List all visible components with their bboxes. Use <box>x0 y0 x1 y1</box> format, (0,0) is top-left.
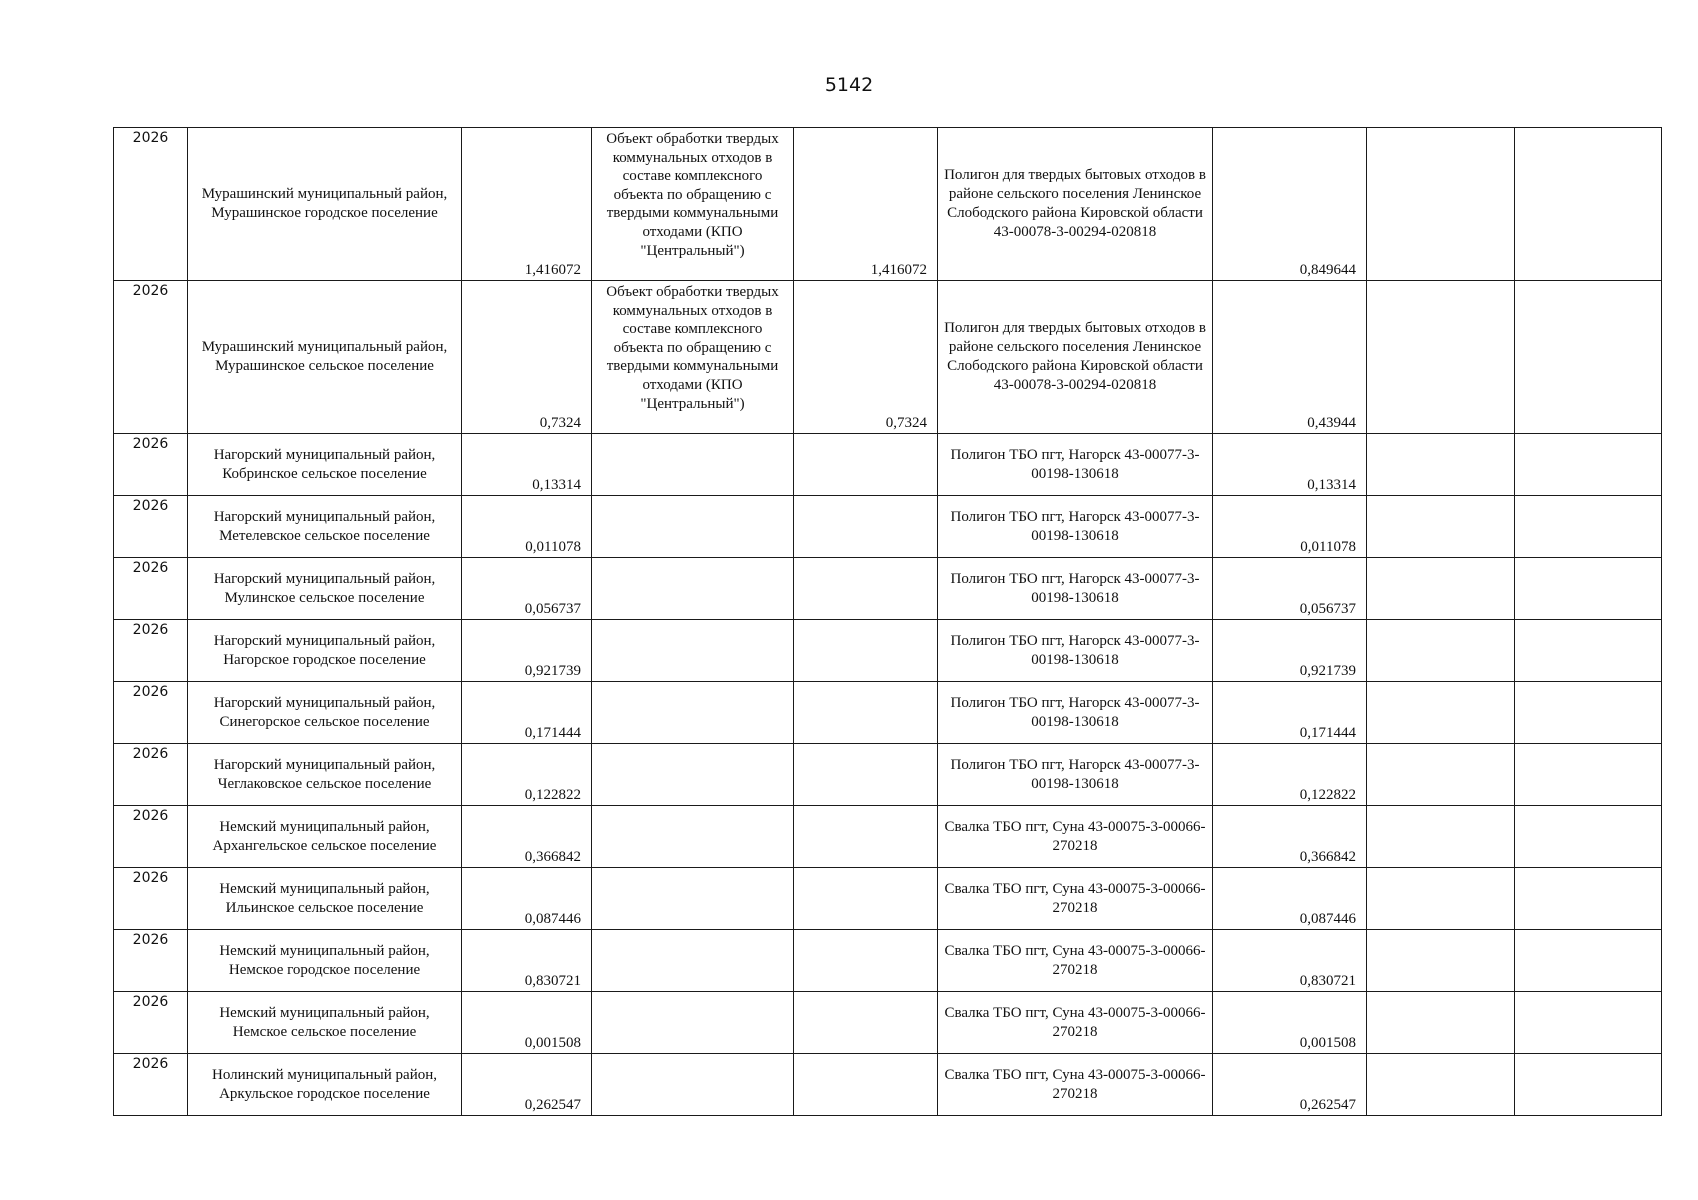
table-row <box>114 868 1662 930</box>
table-row <box>114 930 1662 992</box>
volume-processed-cell <box>794 992 938 1054</box>
municipality-cell <box>188 868 462 930</box>
volume-disposed-cell <box>1213 744 1367 806</box>
volume-formed: 0,830721 <box>524 973 581 989</box>
empty-cell <box>1515 930 1662 992</box>
volume-disposed-cell <box>1213 496 1367 558</box>
volume-processed-cell <box>794 868 938 930</box>
year-cell <box>114 281 188 434</box>
empty-cell <box>1515 620 1662 682</box>
volume-disposed-cell <box>1213 620 1367 682</box>
disposal-facility-cell <box>938 558 1213 620</box>
table-body <box>114 128 1662 1116</box>
volume-formed-cell <box>462 620 592 682</box>
empty-cell <box>1515 281 1662 434</box>
municipality: Нагорский муниципальный район, Синегорское сельское поселение <box>213 695 436 730</box>
disposal-facility-cell <box>938 744 1213 806</box>
processing-facility-cell <box>592 620 794 682</box>
municipality: Немский муниципальный район, Немское городское поселение <box>219 943 430 978</box>
volume-formed: 0,921739 <box>524 663 581 679</box>
municipality: Нагорский муниципальный район, Чеглаковское сельское поселение <box>213 757 436 792</box>
empty-cell <box>1367 496 1515 558</box>
year: 2026 <box>132 1056 169 1072</box>
disposal-facility: Свалка ТБО пгт, Суна 43-00075-3-00066-270218 <box>944 881 1206 916</box>
disposal-facility-cell <box>938 930 1213 992</box>
empty-cell <box>1367 806 1515 868</box>
year: 2026 <box>132 808 169 824</box>
volume-disposed-cell <box>1213 806 1367 868</box>
table-row <box>114 128 1662 281</box>
municipality-cell <box>188 496 462 558</box>
volume-processed-cell <box>794 558 938 620</box>
volume-formed: 1,416072 <box>524 262 581 278</box>
empty-cell <box>1367 281 1515 434</box>
volume-disposed: 0,262547 <box>1299 1097 1356 1113</box>
disposal-facility: Свалка ТБО пгт, Суна 43-00075-3-00066-270218 <box>944 819 1206 854</box>
empty-cell <box>1367 1054 1515 1116</box>
volume-formed-cell <box>462 930 592 992</box>
disposal-facility: Полигон ТБО пгт, Нагорск 43-00077-3-00198-130618 <box>950 633 1200 668</box>
table-row <box>114 992 1662 1054</box>
volume-processed-cell <box>794 281 938 434</box>
year-cell <box>114 930 188 992</box>
year: 2026 <box>132 932 169 948</box>
municipality: Немский муниципальный район, Немское сельское поселение <box>219 1005 430 1040</box>
municipality: Нагорский муниципальный район, Мулинское сельское поселение <box>213 571 436 606</box>
volume-formed: 0,13314 <box>532 477 581 493</box>
disposal-facility: Полигон ТБО пгт, Нагорск 43-00077-3-00198-130618 <box>950 509 1200 544</box>
volume-disposed: 0,13314 <box>1307 477 1356 493</box>
table-row <box>114 434 1662 496</box>
volume-disposed-cell <box>1213 434 1367 496</box>
empty-cell <box>1367 992 1515 1054</box>
municipality: Нагорский муниципальный район, Нагорское городское поселение <box>213 633 436 668</box>
table-row <box>114 744 1662 806</box>
empty-cell <box>1515 1054 1662 1116</box>
volume-disposed-cell <box>1213 868 1367 930</box>
volume-disposed-cell <box>1213 558 1367 620</box>
year: 2026 <box>132 870 169 886</box>
processing-facility-cell <box>592 868 794 930</box>
year: 2026 <box>132 498 169 514</box>
page-number: 5142 <box>824 74 874 96</box>
disposal-facility-cell <box>938 620 1213 682</box>
municipality: Мурашинский муниципальный район, Мурашинское сельское поселение <box>201 339 448 374</box>
table-row <box>114 620 1662 682</box>
empty-cell <box>1367 682 1515 744</box>
processing-facility-cell <box>592 434 794 496</box>
year-cell <box>114 868 188 930</box>
volume-processed-cell <box>794 930 938 992</box>
volume-formed-cell <box>462 868 592 930</box>
volume-formed-cell <box>462 434 592 496</box>
empty-cell <box>1515 496 1662 558</box>
year: 2026 <box>132 283 169 299</box>
volume-formed-cell <box>462 1054 592 1116</box>
year-cell <box>114 992 188 1054</box>
municipality: Мурашинский муниципальный район, Мурашинское городское поселение <box>201 186 448 221</box>
table-row <box>114 496 1662 558</box>
empty-cell <box>1515 682 1662 744</box>
processing-facility-cell <box>592 992 794 1054</box>
empty-cell <box>1367 558 1515 620</box>
year-cell <box>114 806 188 868</box>
volume-processed-cell <box>794 620 938 682</box>
volume-formed: 0,171444 <box>524 725 581 741</box>
disposal-facility-cell <box>938 434 1213 496</box>
volume-formed: 0,001508 <box>524 1035 581 1051</box>
year-cell <box>114 434 188 496</box>
volume-disposed-cell <box>1213 992 1367 1054</box>
volume-disposed: 0,43944 <box>1307 415 1356 431</box>
volume-processed: 1,416072 <box>870 262 927 278</box>
processing-facility-cell <box>592 930 794 992</box>
municipality-cell <box>188 806 462 868</box>
volume-disposed: 0,366842 <box>1299 849 1356 865</box>
municipality-cell <box>188 281 462 434</box>
empty-cell <box>1515 992 1662 1054</box>
volume-processed-cell <box>794 744 938 806</box>
volume-formed-cell <box>462 682 592 744</box>
year-cell <box>114 744 188 806</box>
empty-cell <box>1367 930 1515 992</box>
volume-formed: 0,056737 <box>524 601 581 617</box>
volume-formed-cell <box>462 281 592 434</box>
volume-disposed: 0,849644 <box>1299 262 1356 278</box>
disposal-facility-cell <box>938 682 1213 744</box>
volume-formed: 0,011078 <box>525 539 581 555</box>
disposal-facility: Свалка ТБО пгт, Суна 43-00075-3-00066-270218 <box>944 943 1206 978</box>
year-cell <box>114 496 188 558</box>
volume-formed-cell <box>462 744 592 806</box>
volume-formed-cell <box>462 496 592 558</box>
disposal-facility: Полигон ТБО пгт, Нагорск 43-00077-3-00198-130618 <box>950 447 1200 482</box>
volume-disposed-cell <box>1213 930 1367 992</box>
volume-disposed: 0,001508 <box>1299 1035 1356 1051</box>
disposal-facility-cell <box>938 496 1213 558</box>
volume-formed-cell <box>462 806 592 868</box>
municipality: Немский муниципальный район, Ильинское сельское поселение <box>219 881 430 916</box>
disposal-facility-cell <box>938 992 1213 1054</box>
processing-facility-cell <box>592 128 794 281</box>
year-cell <box>114 620 188 682</box>
volume-disposed: 0,011078 <box>1300 539 1356 555</box>
volume-formed: 0,122822 <box>524 787 581 803</box>
volume-disposed-cell <box>1213 128 1367 281</box>
volume-disposed: 0,056737 <box>1299 601 1356 617</box>
year: 2026 <box>132 622 169 638</box>
municipality-cell <box>188 620 462 682</box>
volume-processed-cell <box>794 682 938 744</box>
table-row <box>114 1054 1662 1116</box>
empty-cell <box>1367 434 1515 496</box>
empty-cell <box>1515 558 1662 620</box>
municipality-cell <box>188 1054 462 1116</box>
year: 2026 <box>132 746 169 762</box>
table-row <box>114 682 1662 744</box>
table-row <box>114 281 1662 434</box>
processing-facility: Объект обработки твердых коммунальных отходов в составе комплексного объекта по обращению с твердыми коммунальными отходами (КПО "Центральный") <box>606 131 779 259</box>
volume-processed-cell <box>794 1054 938 1116</box>
disposal-facility: Полигон ТБО пгт, Нагорск 43-00077-3-00198-130618 <box>950 757 1200 792</box>
volume-disposed: 0,171444 <box>1299 725 1356 741</box>
processing-facility-cell <box>592 682 794 744</box>
volume-disposed: 0,122822 <box>1299 787 1356 803</box>
empty-cell <box>1515 806 1662 868</box>
disposal-facility: Полигон ТБО пгт, Нагорск 43-00077-3-00198-130618 <box>950 571 1200 606</box>
municipality-cell <box>188 682 462 744</box>
processing-facility-cell <box>592 744 794 806</box>
empty-cell <box>1367 128 1515 281</box>
year: 2026 <box>132 130 169 146</box>
volume-formed: 0,7324 <box>539 415 581 431</box>
volume-processed-cell <box>794 434 938 496</box>
volume-disposed: 0,830721 <box>1299 973 1356 989</box>
processing-facility: Объект обработки твердых коммунальных отходов в составе комплексного объекта по обращению с твердыми коммунальными отходами (КПО "Центральный") <box>606 284 779 412</box>
disposal-facility-cell <box>938 281 1213 434</box>
volume-formed-cell <box>462 558 592 620</box>
year-cell <box>114 558 188 620</box>
year-cell <box>114 1054 188 1116</box>
empty-cell <box>1367 744 1515 806</box>
volume-processed-cell <box>794 128 938 281</box>
municipality: Немский муниципальный район, Архангельское сельское поселение <box>212 819 437 854</box>
year-cell <box>114 128 188 281</box>
disposal-facility-cell <box>938 1054 1213 1116</box>
year: 2026 <box>132 436 169 452</box>
waste-flow-table <box>113 127 1662 1116</box>
year: 2026 <box>132 684 169 700</box>
municipality: Нагорский муниципальный район, Кобринское сельское поселение <box>213 447 436 482</box>
disposal-facility-cell <box>938 806 1213 868</box>
year: 2026 <box>132 994 169 1010</box>
empty-cell <box>1515 744 1662 806</box>
municipality-cell <box>188 930 462 992</box>
disposal-facility: Свалка ТБО пгт, Суна 43-00075-3-00066-270218 <box>944 1067 1206 1102</box>
empty-cell <box>1367 620 1515 682</box>
municipality-cell <box>188 128 462 281</box>
disposal-facility: Полигон ТБО пгт, Нагорск 43-00077-3-00198-130618 <box>950 695 1200 730</box>
empty-cell <box>1515 128 1662 281</box>
disposal-facility-cell <box>938 868 1213 930</box>
volume-disposed: 0,087446 <box>1299 911 1356 927</box>
processing-facility-cell <box>592 558 794 620</box>
processing-facility-cell <box>592 1054 794 1116</box>
disposal-facility: Полигон для твердых бытовых отходов в районе сельского поселения Ленинское Слободского района Кировской области 43-00078-3-00294-020818 <box>944 167 1206 240</box>
municipality-cell <box>188 992 462 1054</box>
disposal-facility: Свалка ТБО пгт, Суна 43-00075-3-00066-270218 <box>944 1005 1206 1040</box>
municipality: Нагорский муниципальный район, Метелевское сельское поселение <box>213 509 436 544</box>
volume-disposed: 0,921739 <box>1299 663 1356 679</box>
year: 2026 <box>132 560 169 576</box>
table-row <box>114 806 1662 868</box>
municipality-cell <box>188 434 462 496</box>
disposal-facility-cell <box>938 128 1213 281</box>
empty-cell <box>1515 868 1662 930</box>
processing-facility-cell <box>592 496 794 558</box>
processing-facility-cell <box>592 281 794 434</box>
municipality-cell <box>188 558 462 620</box>
volume-processed-cell <box>794 496 938 558</box>
volume-formed-cell <box>462 992 592 1054</box>
empty-cell <box>1367 868 1515 930</box>
volume-disposed-cell <box>1213 1054 1367 1116</box>
municipality-cell <box>188 744 462 806</box>
volume-disposed-cell <box>1213 281 1367 434</box>
volume-formed: 0,366842 <box>524 849 581 865</box>
table-row <box>114 558 1662 620</box>
volume-disposed-cell <box>1213 682 1367 744</box>
year-cell <box>114 682 188 744</box>
volume-formed: 0,087446 <box>524 911 581 927</box>
empty-cell <box>1515 434 1662 496</box>
volume-processed-cell <box>794 806 938 868</box>
volume-formed: 0,262547 <box>524 1097 581 1113</box>
volume-processed: 0,7324 <box>885 415 927 431</box>
disposal-facility: Полигон для твердых бытовых отходов в районе сельского поселения Ленинское Слободского района Кировской области 43-00078-3-00294-020818 <box>944 320 1206 393</box>
municipality: Нолинский муниципальный район, Аркульское городское поселение <box>211 1067 437 1102</box>
volume-formed-cell <box>462 128 592 281</box>
processing-facility-cell <box>592 806 794 868</box>
